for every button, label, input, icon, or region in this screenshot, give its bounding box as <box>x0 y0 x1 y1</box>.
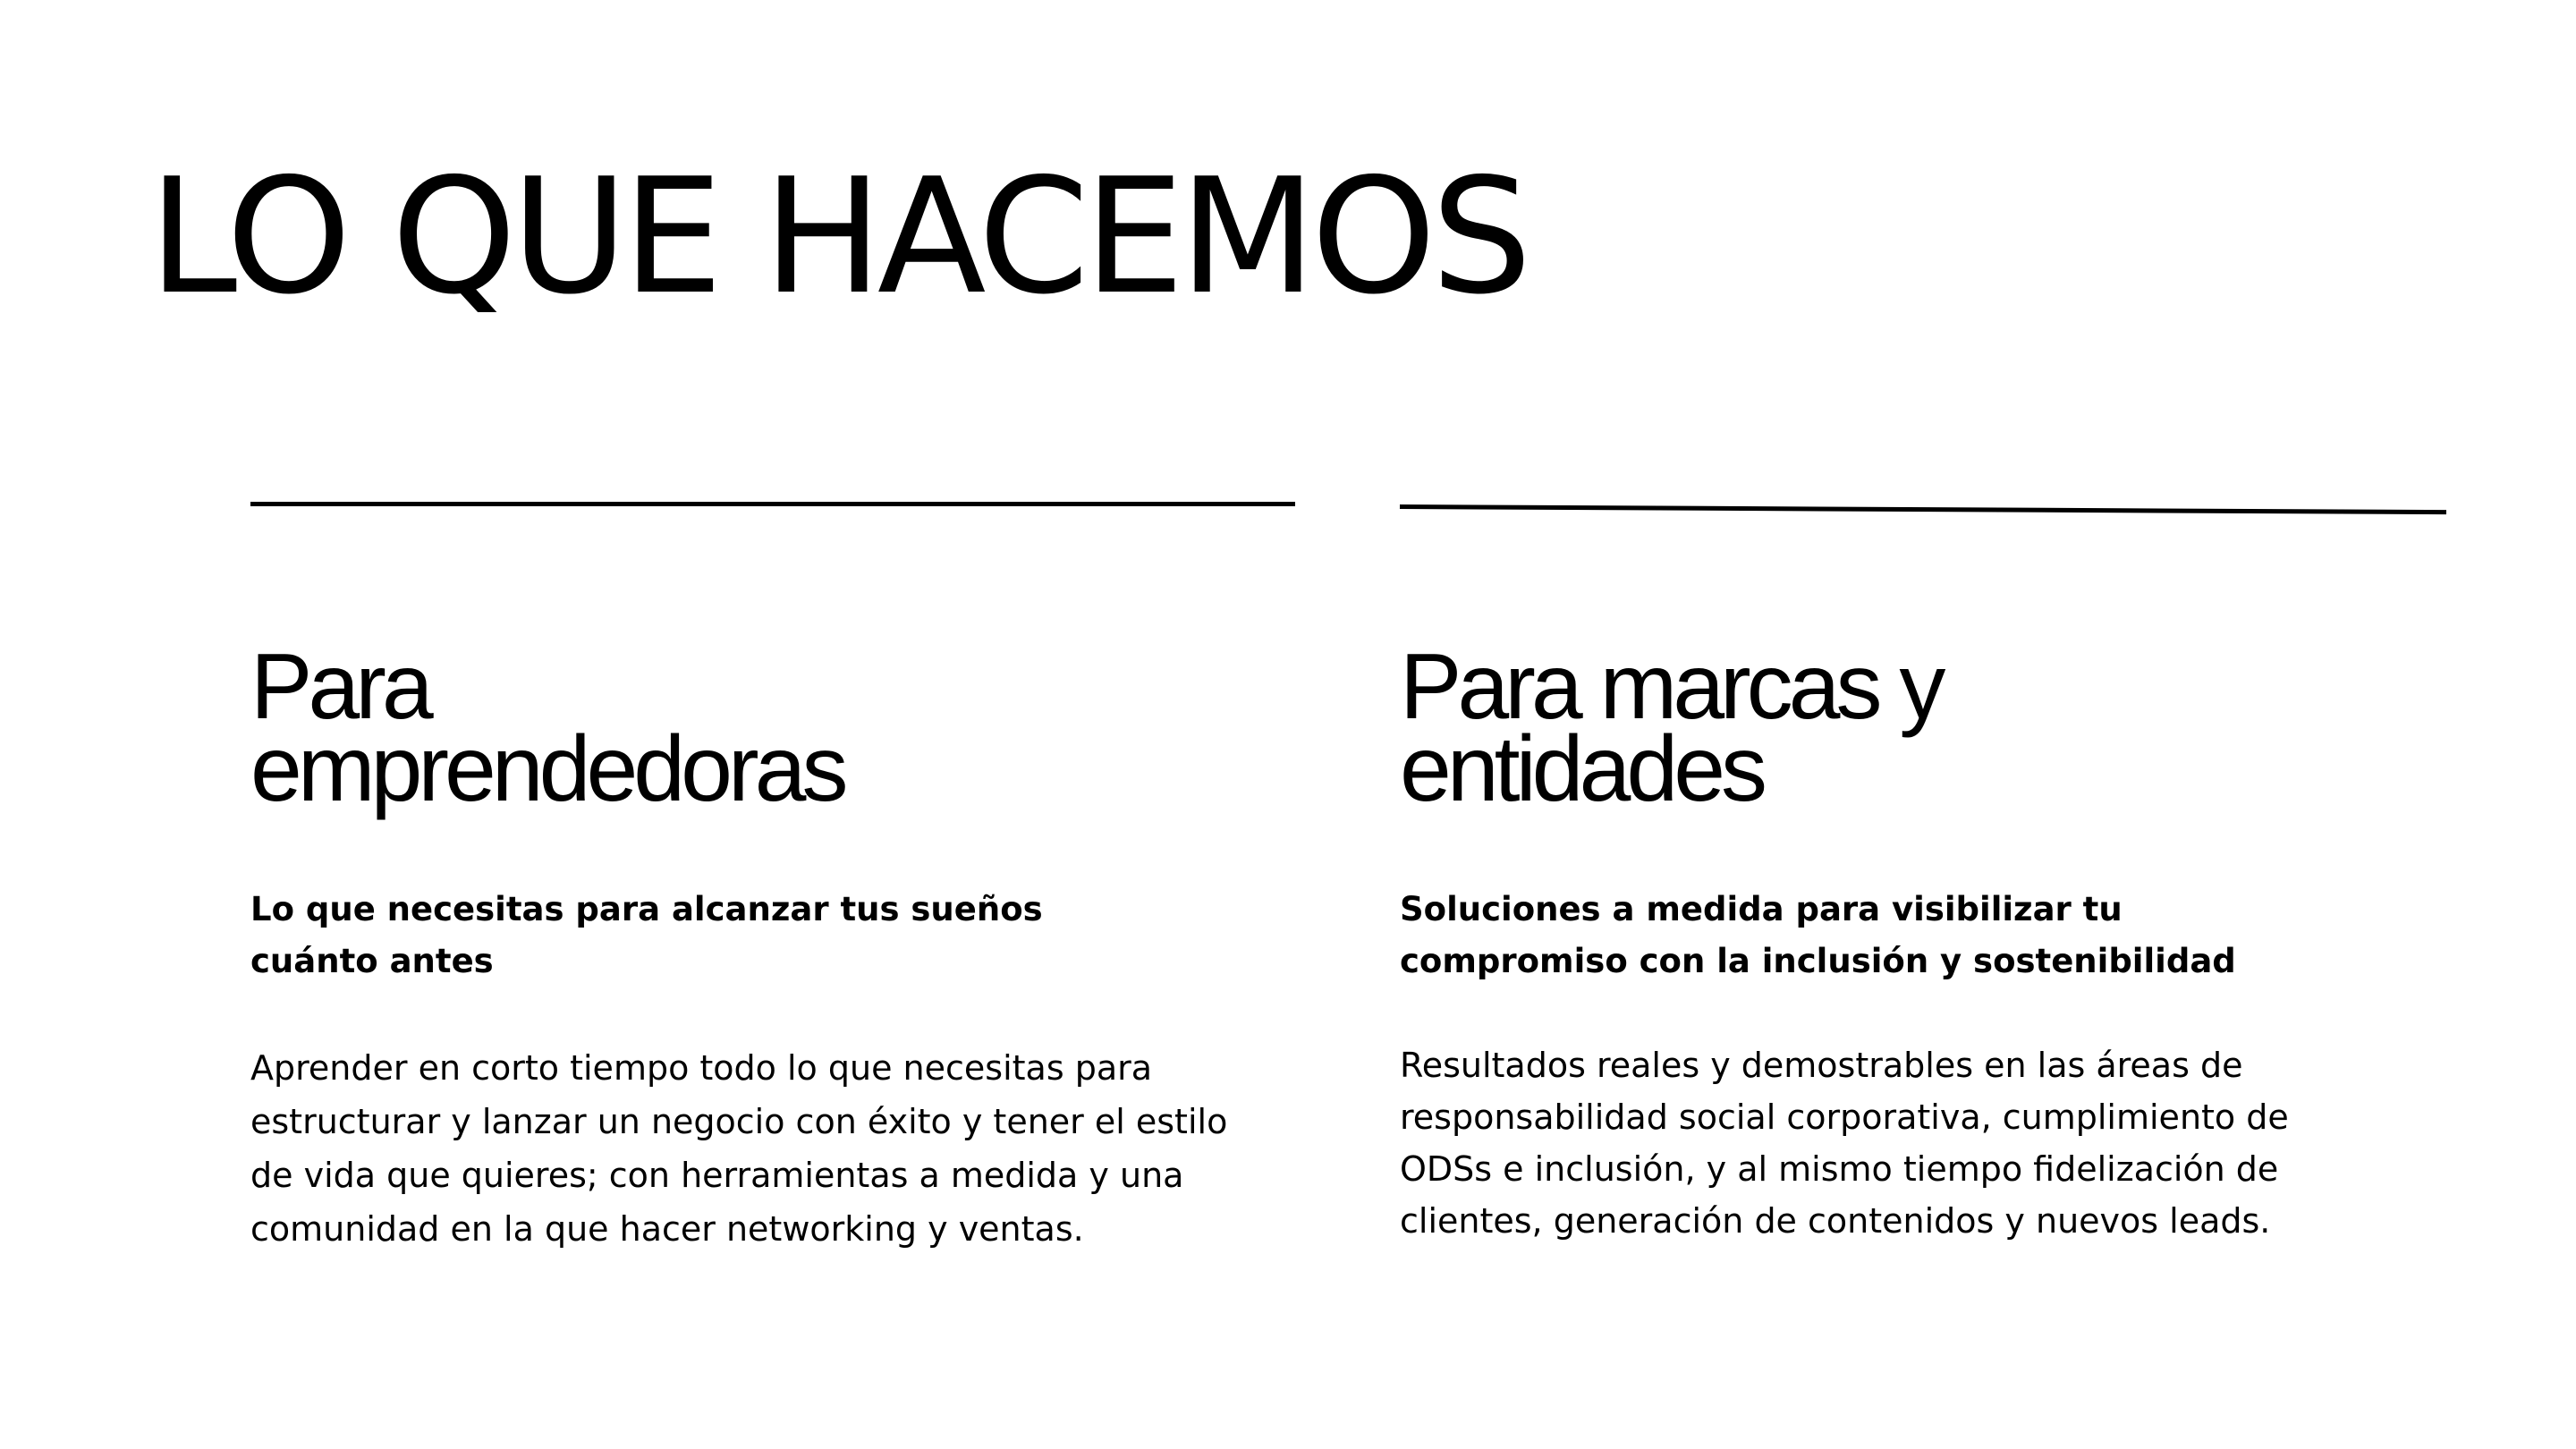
heading-line: entidades <box>1400 717 1764 821</box>
body-line: ODSs e inclusión, y al mismo tiempo fidelización de <box>1400 1149 2279 1189</box>
heading-line: Para marcas y <box>1400 635 1942 739</box>
column-subtitle <box>250 884 1315 987</box>
subtitle-line: Soluciones a medida para visibilizar tu <box>1400 890 2123 928</box>
column-entrepreneurs <box>250 635 1315 1256</box>
column-brands <box>1400 635 2464 1247</box>
page-title: LO QUE HACEMOS <box>148 144 1527 329</box>
subtitle-line: cuánto antes <box>250 942 494 980</box>
body-line: Aprender en corto tiempo todo lo que necesitas para <box>250 1048 1153 1088</box>
column-heading <box>250 635 1315 821</box>
subtitle-line: Lo que necesitas para alcanzar tus sueños <box>250 890 1043 928</box>
heading-line: emprendedoras <box>250 717 844 821</box>
body-line: estructurar y lanzar un negocio con éxito y tener el estilo <box>250 1102 1228 1141</box>
body-line: Resultados reales y demostrables en las áreas de <box>1400 1046 2243 1085</box>
body-line: de vida que quieres; con herramientas a medida y una <box>250 1156 1184 1195</box>
divider-left <box>250 502 1295 506</box>
subtitle-line: compromiso con la inclusión y sostenibilidad <box>1400 942 2236 980</box>
column-body <box>250 1041 1315 1256</box>
body-line: comunidad en la que hacer networking y ventas. <box>250 1209 1084 1249</box>
heading-line: Para <box>250 635 429 739</box>
column-subtitle <box>1400 884 2464 987</box>
column-heading <box>1400 635 2464 821</box>
body-line: responsabilidad social corporativa, cumplimiento de <box>1400 1097 2289 1137</box>
body-line: clientes, generación de contenidos y nuevos leads. <box>1400 1201 2271 1241</box>
column-body <box>1400 1039 2464 1247</box>
divider-right <box>1400 504 2446 514</box>
